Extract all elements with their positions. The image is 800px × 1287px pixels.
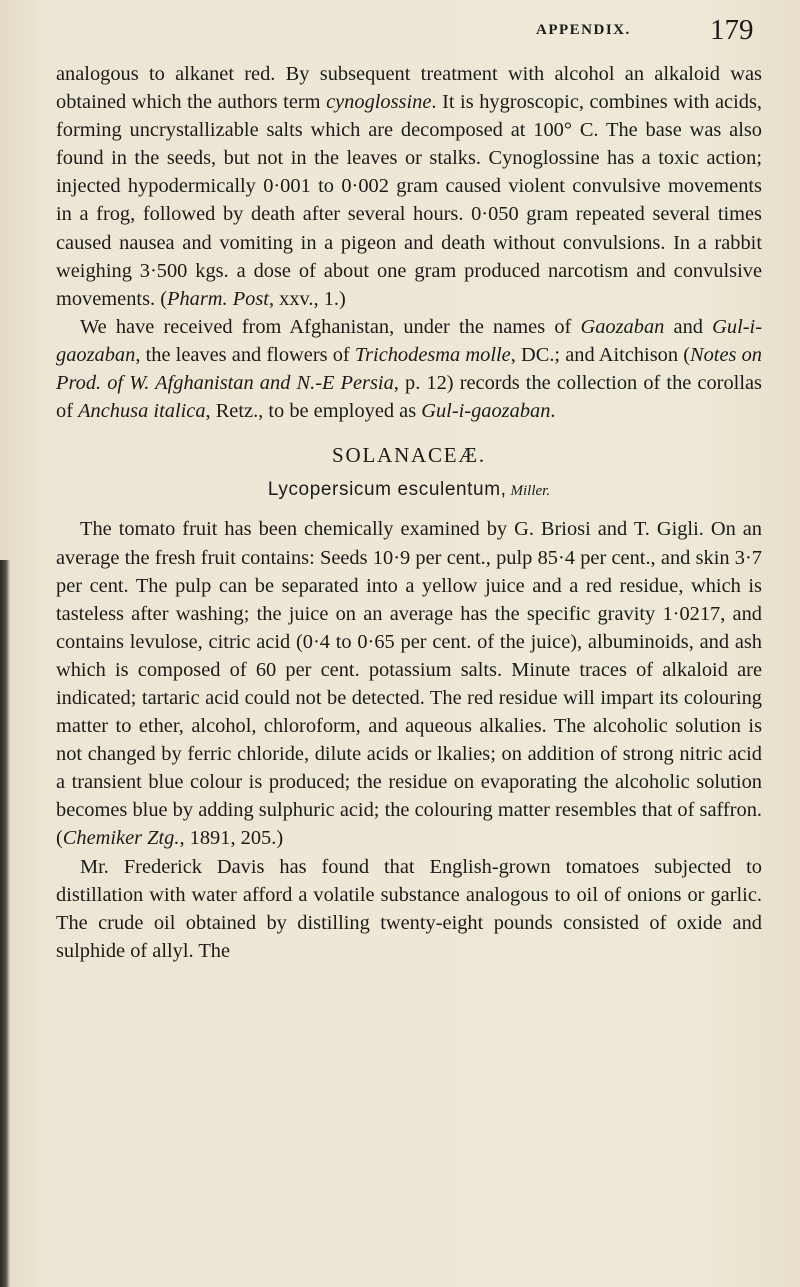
citation-journal: Chemiker Ztg. [62,827,180,850]
page-header [56,14,756,54]
text-run: . It is hygroscopic, combines with acids, forming uncrystallizable salts which are decomposed at 100° C. The base was also found in the seeds, but not in the leaves or stalks. Cynoglossine has a toxic action; injected hypodermically 0·001 to 0·002 gram caused violent convulsive movements in a frog, followed by death after several hours. 0·050 gram repeated several times caused nausea and vomiting in a pigeon and death without convulsions. In a rabbit weighing 3·500 kgs. a dose of about one gram produced narcotism and convulsive movements. ( [56,91,762,310]
species-heading [56,475,762,505]
species-authority: Miller. [510,483,551,500]
text-run: Mr. Frederick Davis has found that English-grown tomatoes subjected to distillation with water afford a volatile substance analogous to oil of onions or garlic. The crude oil obtained by distilling twenty-eight pounds consisted of oxide and sulphide of allyl. The [56,855,762,962]
running-head: APPENDIX. [536,22,631,38]
italic-term: Gul-i-gaozaban [56,315,762,366]
text-run: , Retz., to be employed as [205,400,422,423]
page-number: 179 [710,14,754,46]
italic-term: Gul-i-gaozaban [421,400,551,423]
species-name: Lycopersicum esculentum, [267,479,507,501]
italic-term: Gaozaban [580,315,665,338]
text-run: . [550,400,556,423]
text-run: The tomato fruit has been chemically examined by G. Briosi and T. Gigli. On an average the fresh fruit contains: Seeds 10·9 per cent., pulp 85·4 per cent., and skin 3·7 per cent. The pulp can be separated into a yellow juice and a red residue, which is tasteless after washing; the juice on an average has the specific gravity 1·0217, and contains levulose, citric acid (0·4 to 0·65 per cent. of the juice), albuminoids, and ash which is composed of 60 per cent. potassium salts. Minute traces of alkaloid are indicated; tartaric acid could not be detected. The red residue will impart its colouring matter to ether, alcohol, chloroform, and aqueous alkalies. The alcoholic solution is not changed by ferric chloride, dilute acids or lkalies; on addition of strong nitric acid a transient blue colour is produced; the residue on evaporating the alcoholic solution becomes blue by adding sulphuric acid; the colouring matter resembles that of saffron. ( [56,518,762,850]
italic-term: Trichodesma molle [354,343,511,366]
italic-term: cynoglossine [326,91,432,114]
paragraph-tomato-chemistry [56,515,762,852]
text-run: analogous to alkanet red. By subsequent treatment with alcohol an alkaloid was obtained which the authors term [56,63,762,114]
page-body [56,60,762,965]
citation-journal: Notes on Prod. of W. Afghanistan and N.-E Persia [56,343,763,395]
paragraph-tomato-distillation [56,853,762,965]
text-run: and [664,315,713,338]
text-run: , DC.; and Aitchison ( [510,343,690,366]
text-run: , xxv., 1.) [268,287,346,310]
text-run: , p. 12) records the collection of the corollas of [56,372,762,423]
text-run: We have received from Afghanistan, under the names of [80,315,581,338]
italic-term: Anchusa italica [78,400,206,423]
text-run: , 1891, 205.) [179,827,284,850]
paragraph-cynoglossine [56,60,762,313]
citation-journal: Pharm. Post [167,287,269,310]
text-run: , the leaves and flowers of [135,343,355,366]
binding-shadow [0,560,10,1287]
section-heading: SOLANACEÆ. [332,443,486,468]
paragraph-gaozaban [56,313,762,425]
